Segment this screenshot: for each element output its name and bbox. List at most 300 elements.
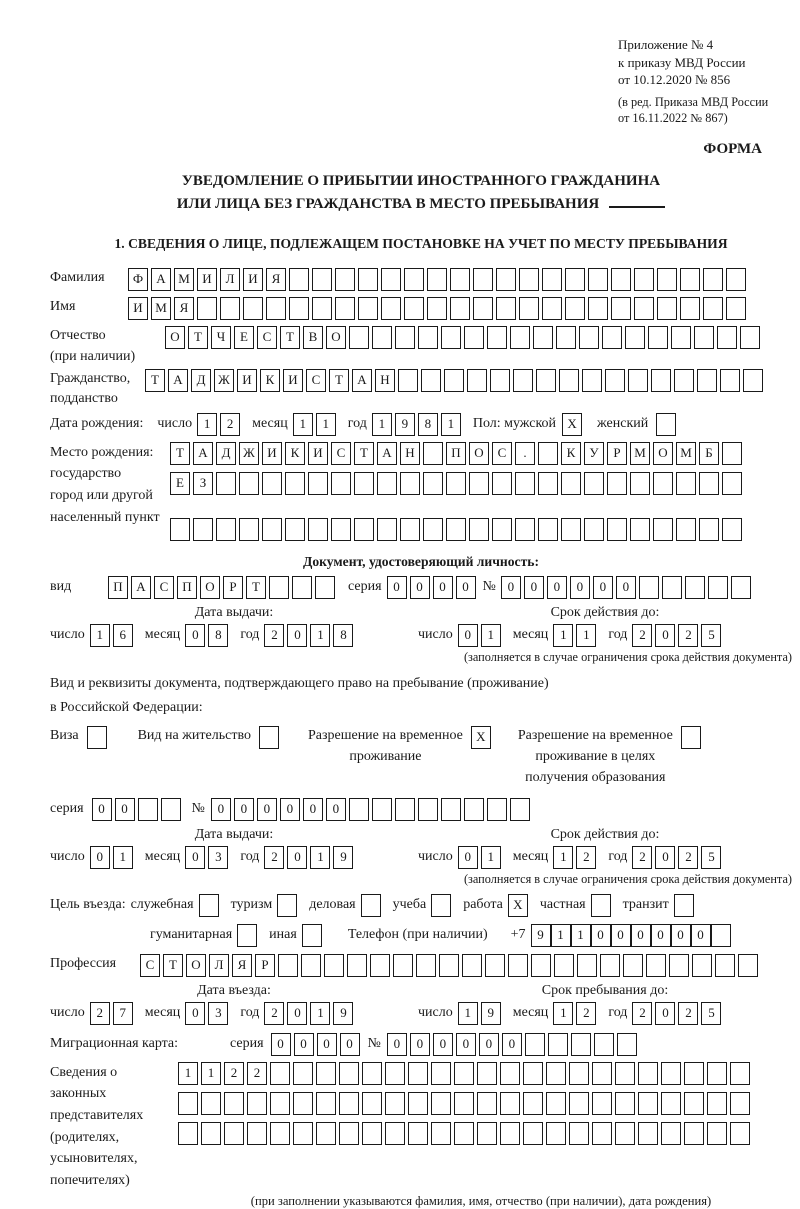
char-cell[interactable]: 2 xyxy=(247,1062,267,1085)
char-cell[interactable]: 0 xyxy=(185,1002,205,1025)
char-cell[interactable] xyxy=(634,268,654,291)
char-cell[interactable] xyxy=(611,268,631,291)
char-cell[interactable]: П xyxy=(108,576,128,599)
char-cell[interactable]: К xyxy=(561,442,581,465)
char-cell[interactable]: 2 xyxy=(264,624,284,647)
char-cell[interactable]: О xyxy=(165,326,185,349)
char-cell[interactable] xyxy=(431,1062,451,1085)
char-cell[interactable]: О xyxy=(200,576,220,599)
char-cell[interactable] xyxy=(577,954,597,977)
char-cell[interactable]: 0 xyxy=(456,576,476,599)
char-cell[interactable] xyxy=(473,297,493,320)
char-cell[interactable]: 6 xyxy=(113,624,133,647)
char-cell[interactable]: О xyxy=(186,954,206,977)
char-cell[interactable] xyxy=(362,1062,382,1085)
char-cell[interactable] xyxy=(669,954,689,977)
char-cell[interactable] xyxy=(450,297,470,320)
char-cell[interactable] xyxy=(385,1122,405,1145)
char-cell[interactable] xyxy=(661,1062,681,1085)
purpose-tourism-checkbox[interactable] xyxy=(277,894,297,917)
char-cell[interactable] xyxy=(418,798,438,821)
char-cell[interactable] xyxy=(324,954,344,977)
char-cell[interactable] xyxy=(381,268,401,291)
char-cell[interactable] xyxy=(726,297,746,320)
char-cell[interactable] xyxy=(370,954,390,977)
purpose-other-checkbox[interactable] xyxy=(302,924,322,947)
char-cell[interactable] xyxy=(676,518,696,541)
char-cell[interactable] xyxy=(588,268,608,291)
char-cell[interactable] xyxy=(224,1122,244,1145)
char-cell[interactable]: 0 xyxy=(547,576,567,599)
char-cell[interactable] xyxy=(717,326,737,349)
char-cell[interactable] xyxy=(377,472,397,495)
char-cell[interactable] xyxy=(538,472,558,495)
char-cell[interactable]: Е xyxy=(234,326,254,349)
char-cell[interactable] xyxy=(533,326,553,349)
residence-permit-checkbox[interactable] xyxy=(259,726,279,749)
char-cell[interactable] xyxy=(646,954,666,977)
char-cell[interactable] xyxy=(138,798,158,821)
char-cell[interactable]: 0 xyxy=(501,576,521,599)
char-cell[interactable]: 0 xyxy=(280,798,300,821)
char-cell[interactable]: 0 xyxy=(92,798,112,821)
char-cell[interactable]: 5 xyxy=(701,846,721,869)
char-cell[interactable] xyxy=(651,369,671,392)
char-cell[interactable]: Т xyxy=(246,576,266,599)
char-cell[interactable] xyxy=(423,442,443,465)
char-cell[interactable]: 2 xyxy=(576,846,596,869)
char-cell[interactable] xyxy=(464,326,484,349)
char-cell[interactable]: 1 xyxy=(310,846,330,869)
char-cell[interactable]: 9 xyxy=(481,1002,501,1025)
char-cell[interactable]: 0 xyxy=(479,1033,499,1056)
char-cell[interactable] xyxy=(239,518,259,541)
char-cell[interactable] xyxy=(423,518,443,541)
char-cell[interactable]: 2 xyxy=(264,846,284,869)
char-cell[interactable]: 0 xyxy=(287,624,307,647)
char-cell[interactable] xyxy=(454,1122,474,1145)
char-cell[interactable]: 0 xyxy=(387,1033,407,1056)
char-cell[interactable] xyxy=(418,326,438,349)
char-cell[interactable] xyxy=(500,1092,520,1115)
char-cell[interactable] xyxy=(692,954,712,977)
visa-checkbox[interactable] xyxy=(87,726,107,749)
char-cell[interactable] xyxy=(720,369,740,392)
char-cell[interactable]: С xyxy=(306,369,326,392)
char-cell[interactable]: 0 xyxy=(287,1002,307,1025)
char-cell[interactable] xyxy=(579,326,599,349)
char-cell[interactable]: 1 xyxy=(310,624,330,647)
char-cell[interactable] xyxy=(538,442,558,465)
char-cell[interactable] xyxy=(316,1092,336,1115)
char-cell[interactable] xyxy=(565,268,585,291)
char-cell[interactable]: 1 xyxy=(441,413,461,436)
char-cell[interactable] xyxy=(224,1092,244,1115)
char-cell[interactable] xyxy=(523,1062,543,1085)
char-cell[interactable] xyxy=(699,472,719,495)
char-cell[interactable] xyxy=(615,1062,635,1085)
char-cell[interactable] xyxy=(335,268,355,291)
char-cell[interactable] xyxy=(469,472,489,495)
char-cell[interactable]: 0 xyxy=(340,1033,360,1056)
char-cell[interactable] xyxy=(446,518,466,541)
char-cell[interactable] xyxy=(556,326,576,349)
char-cell[interactable] xyxy=(510,326,530,349)
char-cell[interactable]: И xyxy=(197,268,217,291)
char-cell[interactable]: 3 xyxy=(208,1002,228,1025)
char-cell[interactable] xyxy=(743,369,763,392)
char-cell[interactable] xyxy=(404,297,424,320)
char-cell[interactable] xyxy=(446,472,466,495)
char-cell[interactable]: У xyxy=(584,442,604,465)
char-cell[interactable]: И xyxy=(308,442,328,465)
char-cell[interactable]: С xyxy=(331,442,351,465)
char-cell[interactable] xyxy=(315,576,335,599)
char-cell[interactable]: И xyxy=(243,268,263,291)
char-cell[interactable] xyxy=(354,518,374,541)
char-cell[interactable]: 1 xyxy=(310,1002,330,1025)
char-cell[interactable] xyxy=(600,954,620,977)
char-cell[interactable]: Я xyxy=(174,297,194,320)
char-cell[interactable] xyxy=(339,1122,359,1145)
char-cell[interactable]: А xyxy=(168,369,188,392)
char-cell[interactable]: 9 xyxy=(333,1002,353,1025)
char-cell[interactable] xyxy=(358,297,378,320)
char-cell[interactable]: 2 xyxy=(264,1002,284,1025)
char-cell[interactable]: 0 xyxy=(456,1033,476,1056)
char-cell[interactable] xyxy=(197,297,217,320)
purpose-private-checkbox[interactable] xyxy=(591,894,611,917)
char-cell[interactable]: 0 xyxy=(387,576,407,599)
char-cell[interactable] xyxy=(393,954,413,977)
char-cell[interactable] xyxy=(416,954,436,977)
char-cell[interactable]: 0 xyxy=(458,846,478,869)
char-cell[interactable] xyxy=(427,297,447,320)
char-cell[interactable] xyxy=(630,518,650,541)
char-cell[interactable] xyxy=(569,1062,589,1085)
char-cell[interactable] xyxy=(697,369,717,392)
char-cell[interactable] xyxy=(510,798,530,821)
char-cell[interactable]: Е xyxy=(170,472,190,495)
char-cell[interactable]: 1 xyxy=(293,413,313,436)
char-cell[interactable]: Т xyxy=(145,369,165,392)
char-cell[interactable] xyxy=(707,1122,727,1145)
char-cell[interactable] xyxy=(523,1122,543,1145)
char-cell[interactable] xyxy=(377,518,397,541)
char-cell[interactable]: Я xyxy=(266,268,286,291)
char-cell[interactable] xyxy=(661,1092,681,1115)
char-cell[interactable] xyxy=(247,1122,267,1145)
char-cell[interactable]: О xyxy=(653,442,673,465)
temp-residence-checkbox[interactable]: X xyxy=(471,726,491,749)
char-cell[interactable]: М xyxy=(630,442,650,465)
char-cell[interactable]: 2 xyxy=(678,1002,698,1025)
char-cell[interactable] xyxy=(441,798,461,821)
char-cell[interactable]: 0 xyxy=(287,846,307,869)
purpose-humanitarian-checkbox[interactable] xyxy=(237,924,257,947)
char-cell[interactable] xyxy=(312,297,332,320)
char-cell[interactable] xyxy=(331,518,351,541)
char-cell[interactable] xyxy=(444,369,464,392)
char-cell[interactable]: 1 xyxy=(571,924,591,947)
char-cell[interactable] xyxy=(266,297,286,320)
char-cell[interactable] xyxy=(661,1122,681,1145)
char-cell[interactable] xyxy=(588,297,608,320)
char-cell[interactable]: Л xyxy=(220,268,240,291)
char-cell[interactable] xyxy=(331,472,351,495)
char-cell[interactable]: 1 xyxy=(113,846,133,869)
char-cell[interactable] xyxy=(630,472,650,495)
char-cell[interactable]: 0 xyxy=(90,846,110,869)
char-cell[interactable] xyxy=(278,954,298,977)
char-cell[interactable] xyxy=(671,326,691,349)
char-cell[interactable] xyxy=(684,1122,704,1145)
char-cell[interactable] xyxy=(487,326,507,349)
char-cell[interactable] xyxy=(584,472,604,495)
char-cell[interactable] xyxy=(515,472,535,495)
char-cell[interactable] xyxy=(439,954,459,977)
char-cell[interactable]: 0 xyxy=(631,924,651,947)
char-cell[interactable] xyxy=(592,1122,612,1145)
char-cell[interactable] xyxy=(349,798,369,821)
char-cell[interactable] xyxy=(408,1062,428,1085)
char-cell[interactable] xyxy=(615,1092,635,1115)
char-cell[interactable]: Р xyxy=(607,442,627,465)
char-cell[interactable]: 1 xyxy=(372,413,392,436)
char-cell[interactable] xyxy=(339,1092,359,1115)
char-cell[interactable] xyxy=(684,1092,704,1115)
char-cell[interactable] xyxy=(519,268,539,291)
char-cell[interactable] xyxy=(408,1122,428,1145)
char-cell[interactable] xyxy=(316,1062,336,1085)
char-cell[interactable] xyxy=(178,1122,198,1145)
char-cell[interactable]: 0 xyxy=(185,846,205,869)
char-cell[interactable]: 0 xyxy=(115,798,135,821)
char-cell[interactable] xyxy=(569,1092,589,1115)
char-cell[interactable]: П xyxy=(177,576,197,599)
char-cell[interactable] xyxy=(653,472,673,495)
char-cell[interactable] xyxy=(243,297,263,320)
char-cell[interactable] xyxy=(400,472,420,495)
char-cell[interactable]: 1 xyxy=(458,1002,478,1025)
char-cell[interactable] xyxy=(554,954,574,977)
char-cell[interactable] xyxy=(354,472,374,495)
char-cell[interactable] xyxy=(607,472,627,495)
char-cell[interactable] xyxy=(500,1122,520,1145)
char-cell[interactable] xyxy=(308,472,328,495)
char-cell[interactable] xyxy=(262,518,282,541)
purpose-transit-checkbox[interactable] xyxy=(674,894,694,917)
char-cell[interactable]: 0 xyxy=(433,576,453,599)
char-cell[interactable] xyxy=(546,1062,566,1085)
char-cell[interactable] xyxy=(684,1062,704,1085)
char-cell[interactable] xyxy=(584,518,604,541)
char-cell[interactable] xyxy=(216,472,236,495)
char-cell[interactable] xyxy=(561,472,581,495)
char-cell[interactable] xyxy=(285,518,305,541)
char-cell[interactable]: 0 xyxy=(593,576,613,599)
char-cell[interactable] xyxy=(546,1122,566,1145)
purpose-business-checkbox[interactable] xyxy=(361,894,381,917)
char-cell[interactable] xyxy=(617,1033,637,1056)
char-cell[interactable]: 0 xyxy=(611,924,631,947)
char-cell[interactable]: 1 xyxy=(553,846,573,869)
char-cell[interactable]: 1 xyxy=(553,1002,573,1025)
char-cell[interactable]: М xyxy=(151,297,171,320)
char-cell[interactable] xyxy=(462,954,482,977)
char-cell[interactable]: Т xyxy=(188,326,208,349)
sex-female-checkbox[interactable] xyxy=(656,413,676,436)
char-cell[interactable] xyxy=(372,798,392,821)
char-cell[interactable]: 0 xyxy=(317,1033,337,1056)
char-cell[interactable]: Ж xyxy=(214,369,234,392)
char-cell[interactable] xyxy=(289,268,309,291)
char-cell[interactable]: И xyxy=(128,297,148,320)
char-cell[interactable] xyxy=(722,472,742,495)
char-cell[interactable] xyxy=(685,576,705,599)
char-cell[interactable]: Б xyxy=(699,442,719,465)
char-cell[interactable] xyxy=(594,1033,614,1056)
char-cell[interactable] xyxy=(477,1092,497,1115)
char-cell[interactable] xyxy=(662,576,682,599)
char-cell[interactable] xyxy=(519,297,539,320)
char-cell[interactable]: С xyxy=(140,954,160,977)
char-cell[interactable]: Д xyxy=(216,442,236,465)
char-cell[interactable] xyxy=(270,1122,290,1145)
char-cell[interactable] xyxy=(239,472,259,495)
char-cell[interactable]: М xyxy=(174,268,194,291)
char-cell[interactable] xyxy=(270,1062,290,1085)
char-cell[interactable]: 0 xyxy=(294,1033,314,1056)
char-cell[interactable] xyxy=(542,297,562,320)
char-cell[interactable] xyxy=(427,268,447,291)
char-cell[interactable] xyxy=(548,1033,568,1056)
char-cell[interactable] xyxy=(285,472,305,495)
char-cell[interactable]: Д xyxy=(191,369,211,392)
char-cell[interactable] xyxy=(657,297,677,320)
char-cell[interactable]: Н xyxy=(400,442,420,465)
char-cell[interactable] xyxy=(628,369,648,392)
char-cell[interactable] xyxy=(293,1062,313,1085)
char-cell[interactable]: 9 xyxy=(333,846,353,869)
char-cell[interactable]: П xyxy=(446,442,466,465)
char-cell[interactable]: Т xyxy=(170,442,190,465)
char-cell[interactable]: 1 xyxy=(576,624,596,647)
char-cell[interactable] xyxy=(454,1092,474,1115)
char-cell[interactable] xyxy=(592,1062,612,1085)
char-cell[interactable] xyxy=(730,1062,750,1085)
char-cell[interactable] xyxy=(487,798,507,821)
char-cell[interactable] xyxy=(607,518,627,541)
char-cell[interactable] xyxy=(592,1092,612,1115)
char-cell[interactable] xyxy=(699,518,719,541)
char-cell[interactable] xyxy=(500,1062,520,1085)
char-cell[interactable] xyxy=(715,954,735,977)
char-cell[interactable]: 2 xyxy=(678,624,698,647)
char-cell[interactable] xyxy=(431,1122,451,1145)
char-cell[interactable]: О xyxy=(469,442,489,465)
char-cell[interactable]: А xyxy=(151,268,171,291)
char-cell[interactable] xyxy=(496,268,516,291)
char-cell[interactable] xyxy=(694,326,714,349)
char-cell[interactable]: К xyxy=(260,369,280,392)
char-cell[interactable]: 5 xyxy=(701,624,721,647)
char-cell[interactable] xyxy=(625,326,645,349)
char-cell[interactable]: . xyxy=(515,442,535,465)
char-cell[interactable] xyxy=(582,369,602,392)
char-cell[interactable] xyxy=(464,798,484,821)
char-cell[interactable]: 1 xyxy=(481,846,501,869)
char-cell[interactable]: 2 xyxy=(632,1002,652,1025)
char-cell[interactable]: Т xyxy=(280,326,300,349)
char-cell[interactable] xyxy=(711,924,731,947)
char-cell[interactable]: 0 xyxy=(651,924,671,947)
char-cell[interactable]: 0 xyxy=(410,576,430,599)
char-cell[interactable] xyxy=(362,1092,382,1115)
char-cell[interactable] xyxy=(454,1062,474,1085)
char-cell[interactable] xyxy=(395,798,415,821)
char-cell[interactable] xyxy=(515,518,535,541)
char-cell[interactable]: Т xyxy=(329,369,349,392)
char-cell[interactable] xyxy=(293,1122,313,1145)
char-cell[interactable]: 2 xyxy=(678,846,698,869)
char-cell[interactable] xyxy=(161,798,181,821)
char-cell[interactable]: 9 xyxy=(531,924,551,947)
char-cell[interactable] xyxy=(312,268,332,291)
char-cell[interactable] xyxy=(270,1092,290,1115)
char-cell[interactable] xyxy=(571,1033,591,1056)
char-cell[interactable] xyxy=(730,1092,750,1115)
char-cell[interactable] xyxy=(492,518,512,541)
char-cell[interactable]: 8 xyxy=(333,624,353,647)
char-cell[interactable]: 2 xyxy=(632,624,652,647)
char-cell[interactable]: 3 xyxy=(208,846,228,869)
char-cell[interactable]: 0 xyxy=(591,924,611,947)
char-cell[interactable] xyxy=(362,1122,382,1145)
char-cell[interactable] xyxy=(385,1092,405,1115)
char-cell[interactable] xyxy=(605,369,625,392)
char-cell[interactable] xyxy=(623,954,643,977)
char-cell[interactable] xyxy=(657,268,677,291)
char-cell[interactable] xyxy=(674,369,694,392)
char-cell[interactable] xyxy=(538,518,558,541)
char-cell[interactable] xyxy=(602,326,622,349)
char-cell[interactable]: 0 xyxy=(234,798,254,821)
char-cell[interactable] xyxy=(634,297,654,320)
char-cell[interactable]: 1 xyxy=(197,413,217,436)
char-cell[interactable]: 1 xyxy=(201,1062,221,1085)
char-cell[interactable]: 0 xyxy=(655,1002,675,1025)
char-cell[interactable] xyxy=(615,1122,635,1145)
char-cell[interactable]: 0 xyxy=(502,1033,522,1056)
char-cell[interactable]: В xyxy=(303,326,323,349)
char-cell[interactable]: Т xyxy=(354,442,374,465)
char-cell[interactable]: 0 xyxy=(257,798,277,821)
char-cell[interactable] xyxy=(680,297,700,320)
char-cell[interactable] xyxy=(722,518,742,541)
char-cell[interactable] xyxy=(726,268,746,291)
char-cell[interactable]: 0 xyxy=(410,1033,430,1056)
char-cell[interactable] xyxy=(372,326,392,349)
char-cell[interactable]: К xyxy=(285,442,305,465)
char-cell[interactable] xyxy=(358,268,378,291)
char-cell[interactable]: 8 xyxy=(418,413,438,436)
char-cell[interactable] xyxy=(496,297,516,320)
char-cell[interactable]: 0 xyxy=(458,624,478,647)
char-cell[interactable] xyxy=(216,518,236,541)
char-cell[interactable]: И xyxy=(237,369,257,392)
char-cell[interactable] xyxy=(490,369,510,392)
